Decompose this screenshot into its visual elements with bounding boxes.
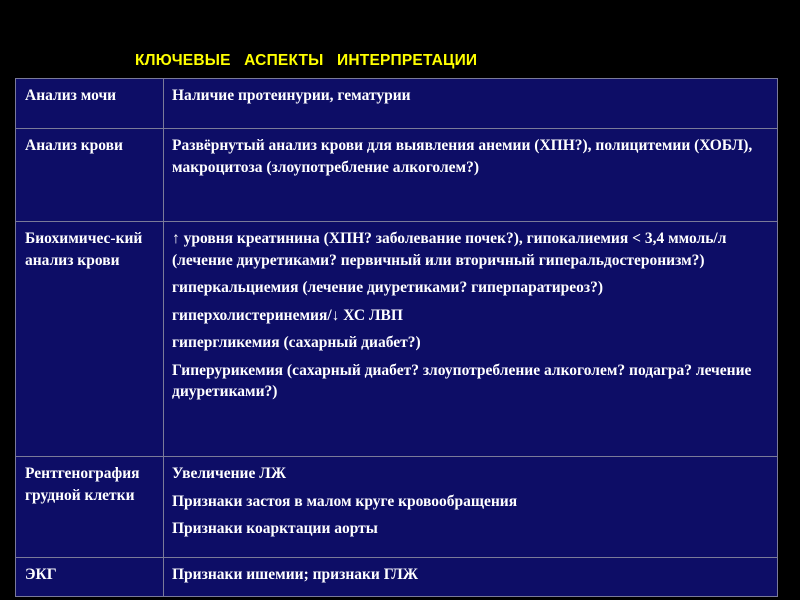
- row-entry: ↑ уровня креатинина (ХПН? заболевание почек?), гипокалиемия < 3,4 ммоль/л (лечение диуретиками? первичный или вторичный гиперальдостеронизм?): [172, 230, 727, 269]
- table-row-xray: [16, 457, 778, 558]
- row-content-xray: [164, 457, 778, 558]
- table-row-urine: [16, 79, 778, 129]
- table-row-blood: [16, 129, 778, 222]
- row-entry: Признаки застоя в малом круге кровообращения: [172, 492, 518, 510]
- row-entry: гипергликемия (сахарный диабет?): [172, 334, 421, 351]
- row-entry: гиперхолистеринемия/↓ ХС ЛВП: [172, 306, 403, 324]
- row-entry: Гиперурикемия (сахарный диабет? злоупотребление алкоголем? подагра? лечение диуретиками?): [172, 361, 752, 400]
- interpretation-table: [15, 78, 778, 597]
- table-row-biochemistry: [16, 222, 778, 457]
- row-entry: Признаки коарктации аорты: [172, 520, 378, 537]
- row-entry: Увеличение ЛЖ: [172, 465, 287, 482]
- row-label-urine: Анализ мочи: [16, 79, 164, 129]
- row-entry: Развёрнутый анализ крови для выявления анемии (ХПН?), полицитемии (ХОБЛ), макроцитоза (злоупотребление алкоголем?): [172, 137, 753, 176]
- row-label-ecg: ЭКГ: [16, 558, 164, 597]
- title-line-1: КЛЮЧЕВЫЕ АСПЕКТЫ ИНТЕРПРЕТАЦИИ: [135, 52, 478, 69]
- row-label-blood: Анализ крови: [16, 129, 164, 222]
- table-row-ecg: [16, 558, 778, 597]
- row-content-urine: [164, 79, 778, 129]
- row-content-blood: [164, 129, 778, 222]
- row-label-xray: Рентгенография грудной клетки: [16, 457, 164, 558]
- row-entry: Признаки ишемии; признаки ГЛЖ: [172, 566, 419, 583]
- row-content-ecg: [164, 558, 778, 597]
- row-entry: гиперкальциемия (лечение диуретиками? гиперпаратиреоз?): [172, 279, 604, 296]
- row-entry: Наличие протеинурии, гематурии: [172, 87, 411, 104]
- row-content-biochemistry: [164, 222, 778, 457]
- row-label-biochemistry: Биохимичес-кий анализ крови: [16, 222, 164, 457]
